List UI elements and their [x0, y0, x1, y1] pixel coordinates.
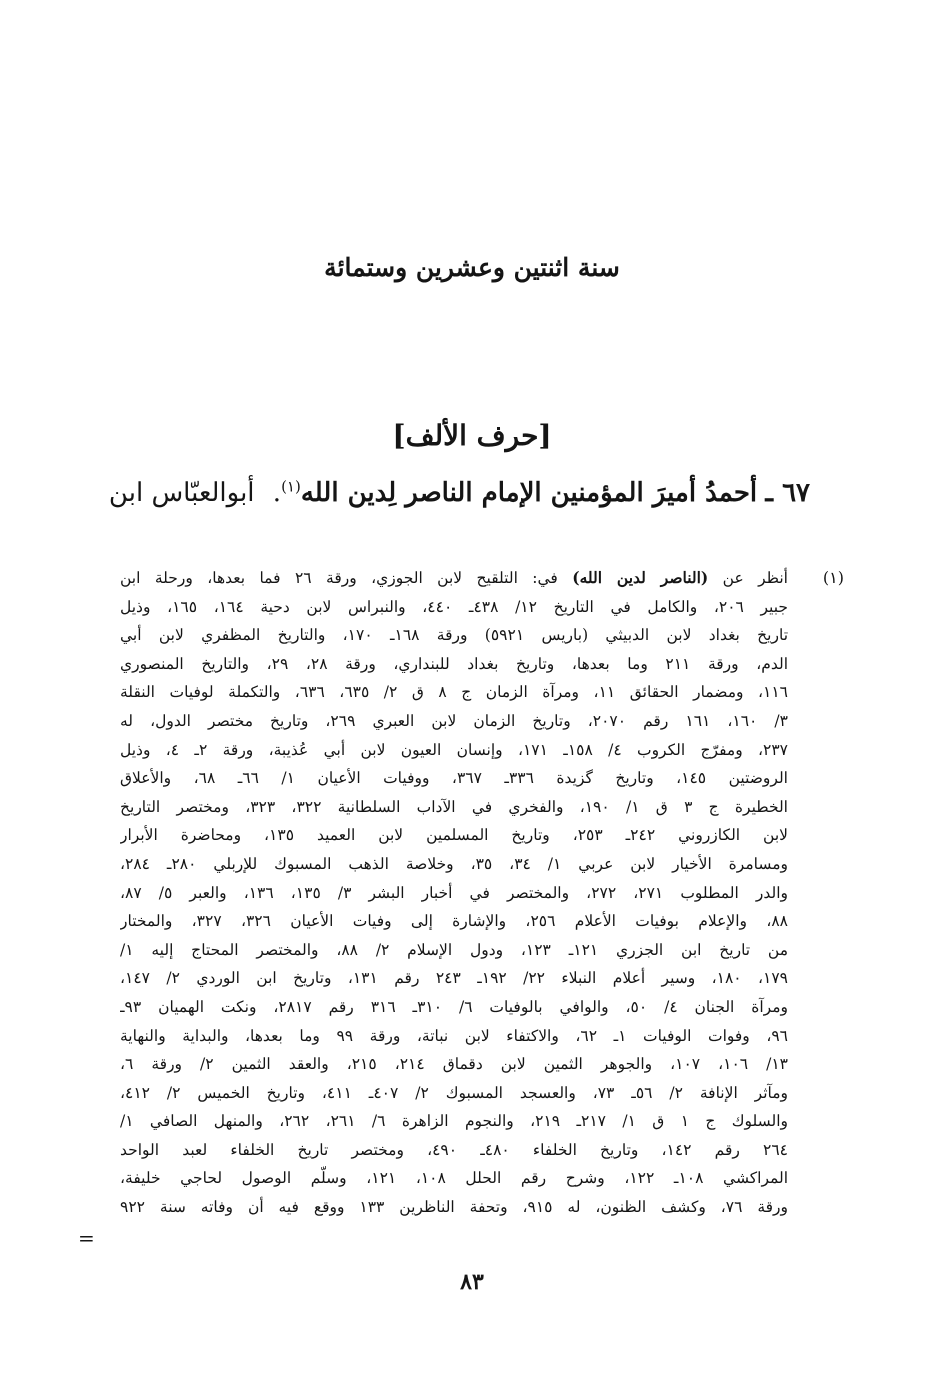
footnote-line: والسلوك ج ١ ق ١/ ٢١٧ـ ٢١٩، والنجوم الزاهرة ٦/ ٢٦١، ٢٦٢، والمنهل الصافي ١/ [120, 1112, 788, 1131]
footnote-line: ومسامرة الأخيار لابن عربي ١/ ٣٤، ٣٥، وخلاصة الذهب المسبوك للإربلي ٢٨٠ـ ٢٨٤، [120, 854, 788, 873]
footnote-line: ٣/ ١٦٠، ١٦١ رقم ٢٠٧٠، وتاريخ الزمان لابن العبري ٢٦٩، وتاريخ مختصر الدول، له [120, 711, 788, 730]
footnote-intro: أنظر عن [722, 569, 788, 587]
footnote-line: ٢٦٤ رقم ١٤٢، وتاريخ الخلفاء ٤٨٠ـ ٤٩٠، ومختصر تاريخ الخلفاء لعبد الواحد [120, 1140, 788, 1159]
footnote-line: لابن الكازروني ٢٤٢ـ ٢٥٣، وتاريخ المسلمين لابن العميد ١٣٥، ومحاضرة الأبرار [120, 826, 788, 845]
footnote-line: والدر المطلوب ٢٧١، ٢٧٢، والمختصر في أخبار البشر ٣/ ١٣٥، ١٣٦، والعبر ٥/ ٨٧، [120, 883, 788, 902]
footnote-line: ومرآة الجنان ٤/ ٥٠، والوافي بالوفيات ٦/ ٣١٠ـ ٣١٦ رقم ٢٨١٧، ونكت الهميان ٩٣ـ [120, 997, 788, 1016]
entry-67 [108, 470, 810, 516]
footnote-line: تاريخ بغداد لابن الدبيثي (باريس ٥٩٢١) ورقة ١٦٨ـ ١٧٠، والتاريخ المظفري لابن أبي [120, 626, 788, 645]
footnote-line: ورقة ٧٦، وكشف الظنون، له ٩١٥، وتحفة الناظرين ١٣٣ ووقع فيه أن وفاته سنة ٩٢٢ [120, 1198, 788, 1217]
entry-kunya: أبوالعبّاس ابن [108, 478, 255, 508]
entry-number: ٦٧ ـ [765, 478, 810, 508]
footnote-marker: (١) [822, 568, 844, 587]
section-heading: [حرف الألف] [392, 419, 552, 452]
entry-dot: . [272, 478, 282, 508]
footnote-line: ومآثر الإنافة ٢/ ٥٦ـ ٧٣، والعسجد المسبوك ٢/ ٤٠٧ـ ٤١١، وتاريخ الخميس ٢/ ٤١٢، [120, 1083, 788, 1102]
footnote-line: جبير ٢٠٦، والكامل في التاريخ ١٢/ ٤٣٨ـ ٤٤٠، والنبراس لابن دحية ١٦٤، ١٦٥، وذيل [120, 597, 788, 616]
continuation-mark: = [78, 1226, 95, 1250]
footnote-line [120, 564, 788, 593]
footnote-subject: (الناصر لدين الله) [572, 568, 709, 587]
footnote-line: من تاريخ ابن الجزري ١٢١ـ ١٢٣، ودول الإسلام ٢/ ٨٨، والمختصر المحتاج إليه ١/ [120, 940, 788, 959]
footnote-reference: (١) [281, 477, 301, 496]
footnote-line: ١٣/ ١٠٦، ١٠٧، والجوهر الثمين لابن دقماق ٢١٤، ٢١٥، والعقد الثمين ٢/ ورقة ٦، [120, 1055, 788, 1074]
footnote-line: ٢٣٧، ومفرّج الكروب ٤/ ١٥٨ـ ١٧١، وإنسان العيون لابن أبي عُذيبة، ورقة ٢ـ ٤، وذيل [120, 740, 788, 759]
footnote-line: الروضتين ١٤٥، وتاريخ گزيدة ٣٣٦ـ ٣٦٧، ووفيات الأعيان ١/ ٦٦ـ ٦٨، والأعلاق [120, 769, 788, 788]
footnote-line: ١١٦، ومضمار الحقائق ١١، ومرآة الزمان ج ٨ ق ٢/ ٦٣٥، ٦٣٦، والتكملة لوفيات النقلة [120, 683, 788, 702]
footnote-line: الخطيرة ج ٣ ق ١/ ١٩٠، والفخري في الآداب السلطانية ٣٢٢، ٣٢٣، ومختصر التاريخ [120, 797, 788, 816]
footnote-line-text: في: التلقيح لابن الجوزي، ورقة ٢٦ فما بعدها، ورحلة ابن [120, 569, 558, 587]
footnote-line: الدم، ورقة ٢١١ وما بعدها، وتاريخ بغداد للبنداري، ورقة ٢٨، ٢٩، والتاريخ المنصوري [120, 654, 788, 673]
footnote-line: ٨٨، والإعلام بوفيات الأعلام ٢٥٦، والإشارة إلى وفيات الأعيان ٣٢٦، ٣٢٧، والمختار [120, 912, 788, 931]
page-number: ٨٣ [460, 1269, 484, 1295]
footnote-line: ١٧٩، ١٨٠، وسير أعلام النبلاء ٢٢/ ١٩٢ـ ٢٤٣ رقم ١٣١، وتاريخ ابن الوردي ٢/ ١٤٧، [120, 969, 788, 988]
entry-name: أحمدُ أميرَ المؤمنين الإمام الناصر لِدين الله [300, 478, 758, 508]
year-heading: سنة اثنتين وعشرين وستمائة [324, 253, 620, 282]
footnote-line: المراكشي ١٠٨ـ ١٢٢، وشرح رقم الحلل ١٠٨، ١٢١، وسلّم الوصول لحاجي خليفة، [120, 1169, 788, 1188]
footnote-line: ٩٦، وفوات الوفيات ١ـ ٦٢، والاكتفاء لابن نباتة، ورقة ٩٩ وما بعدها، والبداية والنهاية [120, 1026, 788, 1045]
footnote-text [120, 564, 788, 1222]
